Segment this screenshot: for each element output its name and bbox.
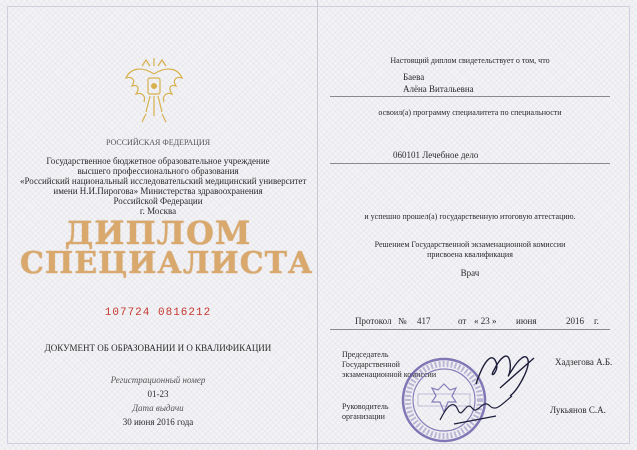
protocol-number: 417: [417, 316, 431, 326]
chair-label-line-2: Государственной: [342, 360, 400, 369]
protocol-from-label: от: [458, 316, 467, 326]
document-type: ДОКУМЕНТ ОБ ОБРАЗОВАНИИ И О КВАЛИФИКАЦИИ: [44, 343, 272, 353]
decision-line-1: Решением Государственной экзаменационной комиссии: [374, 240, 566, 249]
fold-line: [317, 0, 318, 450]
registration-number: 01-23: [147, 389, 169, 399]
coat-of-arms-icon: [122, 56, 186, 126]
name-underline: [330, 96, 610, 97]
issue-date: 30 июня 2016 года: [122, 417, 194, 427]
protocol-number-sign: №: [398, 316, 407, 326]
graduate-given-names: Алёна Витальевна: [403, 84, 474, 94]
registration-label: Регистрационный номер: [110, 375, 206, 385]
protocol-year: 2016: [566, 316, 584, 326]
head-signature-icon: [436, 390, 516, 430]
institution-line-3: «Российский национальный исследовательский медицинский университет: [20, 176, 307, 186]
diploma-subtitle: СПЕЦИАЛИСТА: [20, 246, 314, 281]
country-name: РОССИЙСКАЯ ФЕДЕРАЦИЯ: [105, 138, 211, 147]
diploma-title: ДИПЛОМ: [64, 214, 252, 252]
institution-line-5: Российской Федерации: [113, 196, 203, 206]
specialty: 060101 Лечебное дело: [393, 150, 479, 160]
institution-city: г. Москва: [139, 206, 177, 216]
head-label-line-1: Руководитель: [342, 402, 389, 411]
decision-line-2: присвоена квалификация: [427, 250, 513, 259]
protocol-underline: [330, 329, 610, 330]
chair-label-line-3: экзаменационной комиссии: [342, 370, 437, 379]
issue-date-label: Дата выдачи: [132, 403, 184, 413]
specialty-underline: [330, 163, 610, 164]
attestation-text: и успешно прошел(а) государственную итоговую аттестацию.: [364, 212, 576, 221]
protocol-month: июня: [516, 316, 537, 326]
protocol-day: « 23 »: [474, 316, 497, 326]
protocol-label: Протокол: [355, 316, 392, 326]
intro-text: Настоящий диплом свидетельствует о том, что: [390, 56, 550, 65]
serial-number: 107724 0816212: [104, 307, 212, 319]
head-label-line-2: организации: [342, 412, 385, 421]
head-name: Лукьянов С.А.: [550, 405, 606, 415]
chair-label-line-1: Председатель: [342, 350, 389, 359]
qualification: Врач: [460, 268, 480, 278]
graduate-surname: Баева: [403, 72, 425, 82]
protocol-year-suffix: г.: [594, 316, 599, 326]
program-text: освоил(а) программу специалитета по специальности: [378, 108, 562, 117]
institution-line-4: имени Н.И.Пирогова» Министерства здравоохранения: [53, 186, 263, 196]
institution-line-1: Государственное бюджетное образовательное учреждение: [46, 156, 270, 166]
institution-line-2: высшего профессионального образования: [77, 166, 239, 176]
chair-name: Хадзегова А.Б.: [555, 357, 613, 367]
